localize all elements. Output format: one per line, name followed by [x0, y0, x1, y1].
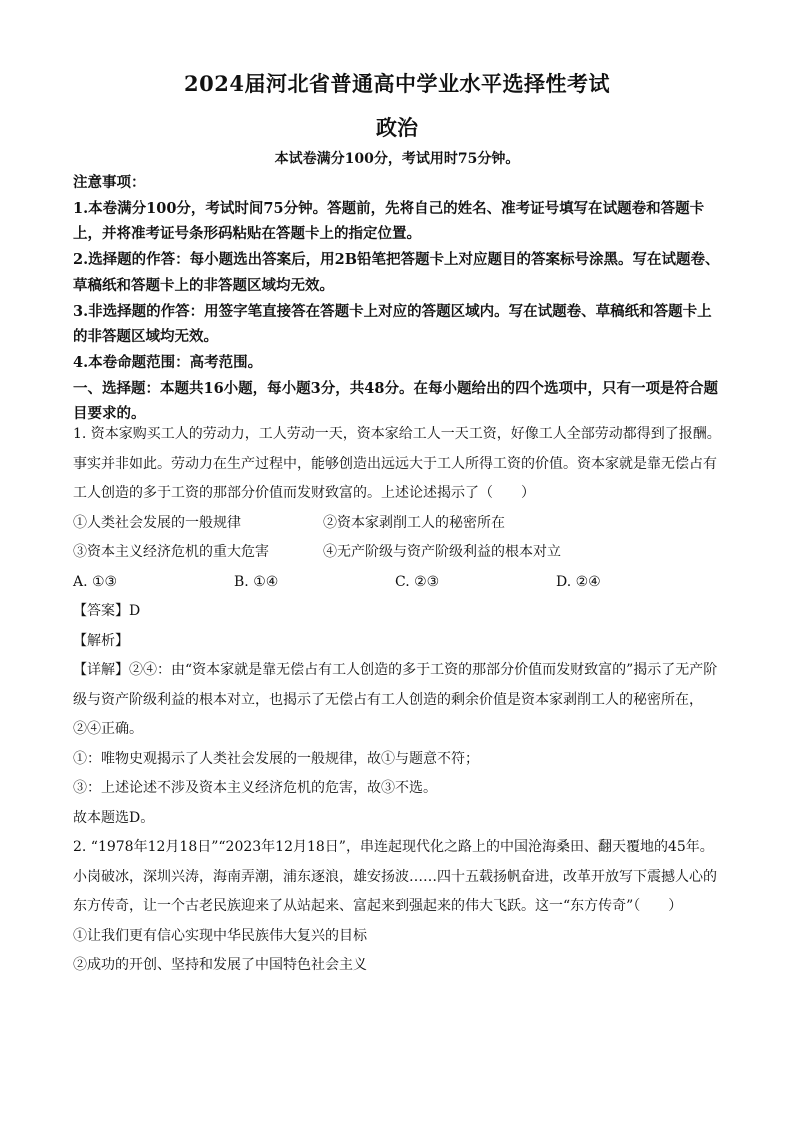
- option-item: ②成功的开创、坚持和发展了中国特色社会主义: [73, 957, 367, 973]
- notice-heading: 注意事项：: [73, 174, 146, 191]
- choice-d: D. ②④: [556, 573, 601, 590]
- exam-subject: 政治: [376, 115, 418, 140]
- question-1-options-row: [73, 538, 723, 568]
- question-block: [73, 420, 723, 981]
- exam-title: 2024届河北省普通高中学业水平选择性考试: [184, 71, 610, 96]
- choice-c: C. ②③: [395, 573, 440, 590]
- explanation-note: ①：唯物史观揭示了人类社会发展的一般规律，故①与题意不符；: [73, 750, 479, 767]
- notice-item: 1.本卷满分100分，考试时间75分钟。答题前，先将自己的姓名、准考证号填写在试题卷和答题卡上，并将准考证号条形码粘贴在答题卡上的指定位置。: [73, 199, 705, 243]
- notice-item: 3.非选择题的作答：用签字笔直接答在答题卡上对应的答题区域内。写在试题卷、草稿纸和答题卡上的非答题区域均无效。: [73, 302, 712, 346]
- notice-item: 4.本卷命题范围：高考范围。: [73, 353, 263, 371]
- explanation-note: ③：上述论述不涉及资本主义经济危机的危害，故③不选。: [73, 780, 437, 796]
- choice-a: A. ①③: [73, 573, 118, 590]
- notice-section: [73, 170, 723, 427]
- option-item: ④无产阶级与资产阶级利益的根本对立: [323, 544, 561, 560]
- answer-line: 【答案】D: [73, 603, 141, 619]
- analysis-label: 【解析】: [73, 632, 129, 649]
- conclusion-line: 故本题选D。: [73, 809, 155, 826]
- option-item: ①让我们更有信心实现中华民族伟大复兴的目标: [73, 927, 367, 944]
- question-1-stem: 1. 资本家购买工人的劳动力，工人劳动一天，资本家给工人一天工资，好像工人全部劳动都得到了报酬。事实并非如此。劳动力在生产过程中，能够创造出远远大于工人所得工资的价值。资本家就是靠无偿占有工人创造的多于工资的那部分价值而发财致富的。上述论述揭示了（ ）: [73, 426, 721, 501]
- option-item: ③资本主义经济危机的重大危害: [73, 544, 269, 560]
- exam-info: 本试卷满分100分，考试用时75分钟。: [274, 151, 520, 167]
- question-1-choices: [73, 568, 723, 598]
- option-item: ②资本家剥削工人的秘密所在: [323, 514, 505, 531]
- question-1-options-row: [73, 509, 723, 539]
- detail-paragraph: 【详解】②④：由“资本家就是靠无偿占有工人创造的多于工资的那部分价值而发财致富的”揭示了无产阶级与资产阶级利益的根本对立，也揭示了无偿占有工人创造的剩余价值是资本家剥削工人的秘密所在，②④正确。: [73, 662, 718, 737]
- notice-item: 2.选择题的作答：每小题选出答案后，用2B铅笔把答题卡上对应题目的答案标号涂黑。写在试题卷、草稿纸和答题卡上的非答题区域均无效。: [73, 251, 720, 294]
- option-item: ①人类社会发展的一般规律: [73, 514, 241, 531]
- section-heading: 一、选择题：本题共16小题，每小题3分，共48分。在每小题给出的四个选项中，只有一项是符合题目要求的。: [73, 379, 718, 423]
- question-2-stem: 2. “1978年12月18日”“2023年12月18日”，串连起现代化之路上的中国沧海桑田、翻天覆地的45年。小岗破冰，深圳兴涛，海南弄潮，浦东逐浪，雄安扬波……四十五载扬帆奋进，改革开放写下震撼人心的东方传奇，让一个古老民族迎来了从站起来、富起来到强起来的伟大飞跃。这一“东方传奇”（ ）: [73, 839, 717, 914]
- choice-b: B. ①④: [234, 573, 279, 590]
